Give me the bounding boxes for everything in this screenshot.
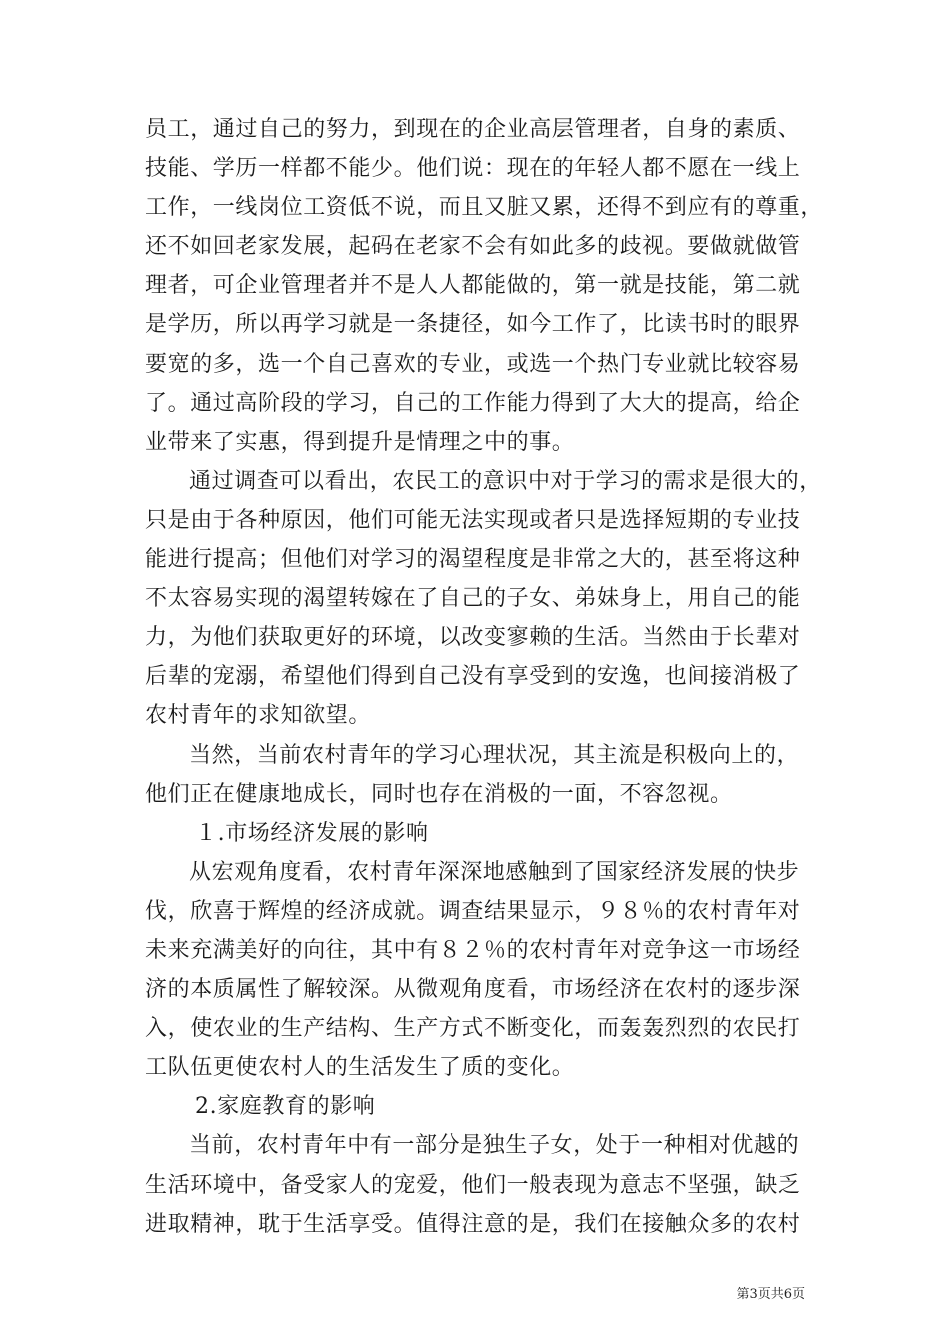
text-line: 理者，可企业管理者并不是人人都能做的，第一就是技能，第二就 xyxy=(145,273,801,299)
text-line: 农村青年的求知欲望。 xyxy=(145,703,372,729)
text-line: 只是由于各种原因，他们可能无法实现或者只是选择短期的专业技 xyxy=(145,507,801,533)
text-line: 能进行提高；但他们对学习的渴望程度是非常之大的，甚至将这种 xyxy=(145,547,801,573)
text-line: 要宽的多，选一个自己喜欢的专业，或选一个热门专业就比较容易 xyxy=(145,351,801,377)
text-line: 技能、学历一样都不能少。他们说：现在的年轻人都不愿在一线上 xyxy=(145,156,801,182)
text-line: 他们正在健康地成长，同时也存在消极的一面，不容忽视。 xyxy=(145,781,733,807)
text-line: 入，使农业的生产结构、生产方式不断变化，而轰轰烈烈的农民打 xyxy=(145,1016,801,1042)
text-line: 后辈的宠溺，希望他们得到自己没有享受到的安逸，也间接消极了 xyxy=(145,664,801,690)
text-line: 当然，当前农村青年的学习心理状况，其主流是积极向上的， xyxy=(189,742,800,768)
text-line: 员工，通过自己的努力，到现在的企业高层管理者，自身的素质、 xyxy=(145,117,801,142)
text-line: 当前，农村青年中有一部分是独生子女，处于一种相对优越的 xyxy=(189,1133,800,1159)
text-line: 生活环境中，备受家人的宠爱，他们一般表现为意志不坚强，缺乏 xyxy=(145,1172,801,1198)
text-line: 伐，欣喜于辉煌的经济成就。调查结果显示，９８％的农村青年对 xyxy=(145,898,801,924)
text-line: 了。通过高阶段的学习，自己的工作能力得到了大大的提高，给企 xyxy=(145,390,801,416)
text-line: 工作，一线岗位工资低不说，而且又脏又累，还得不到应有的尊重， xyxy=(145,195,824,221)
section-heading: １.市场经济发展的影响 xyxy=(195,820,429,846)
body-text xyxy=(145,110,824,1244)
text-line: 未来充满美好的向往，其中有８２％的农村青年对竞争这一市场经 xyxy=(145,937,801,963)
page-number: 第3页共6页 xyxy=(736,1287,805,1302)
section-heading: 2.家庭教育的影响 xyxy=(195,1094,376,1120)
text-line: 业带来了实惠，得到提升是情理之中的事。 xyxy=(145,429,575,455)
text-line: 济的本质属性了解较深。从微观角度看，市场经济在农村的逐步深 xyxy=(145,977,801,1003)
text-line: 进取精神，耽于生活享受。值得注意的是，我们在接触众多的农村 xyxy=(145,1211,801,1237)
text-line: 还不如回老家发展，起码在老家不会有如此多的歧视。要做就做管 xyxy=(145,234,801,260)
text-line: 不太容易实现的渴望转嫁在了自己的子女、弟妹身上，用自己的能 xyxy=(145,586,801,612)
text-line: 是学历，所以再学习就是一条捷径，如今工作了，比读书时的眼界 xyxy=(145,312,801,338)
text-line: 力，为他们获取更好的环境，以改变寥赖的生活。当然由于长辈对 xyxy=(145,625,801,651)
text-line: 从宏观角度看，农村青年深深地感触到了国家经济发展的快步 xyxy=(189,859,800,885)
text-line: 通过调查可以看出，农民工的意识中对于学习的需求是很大的， xyxy=(189,468,822,494)
text-line: 工队伍更使农村人的生活发生了质的变化。 xyxy=(145,1055,575,1081)
